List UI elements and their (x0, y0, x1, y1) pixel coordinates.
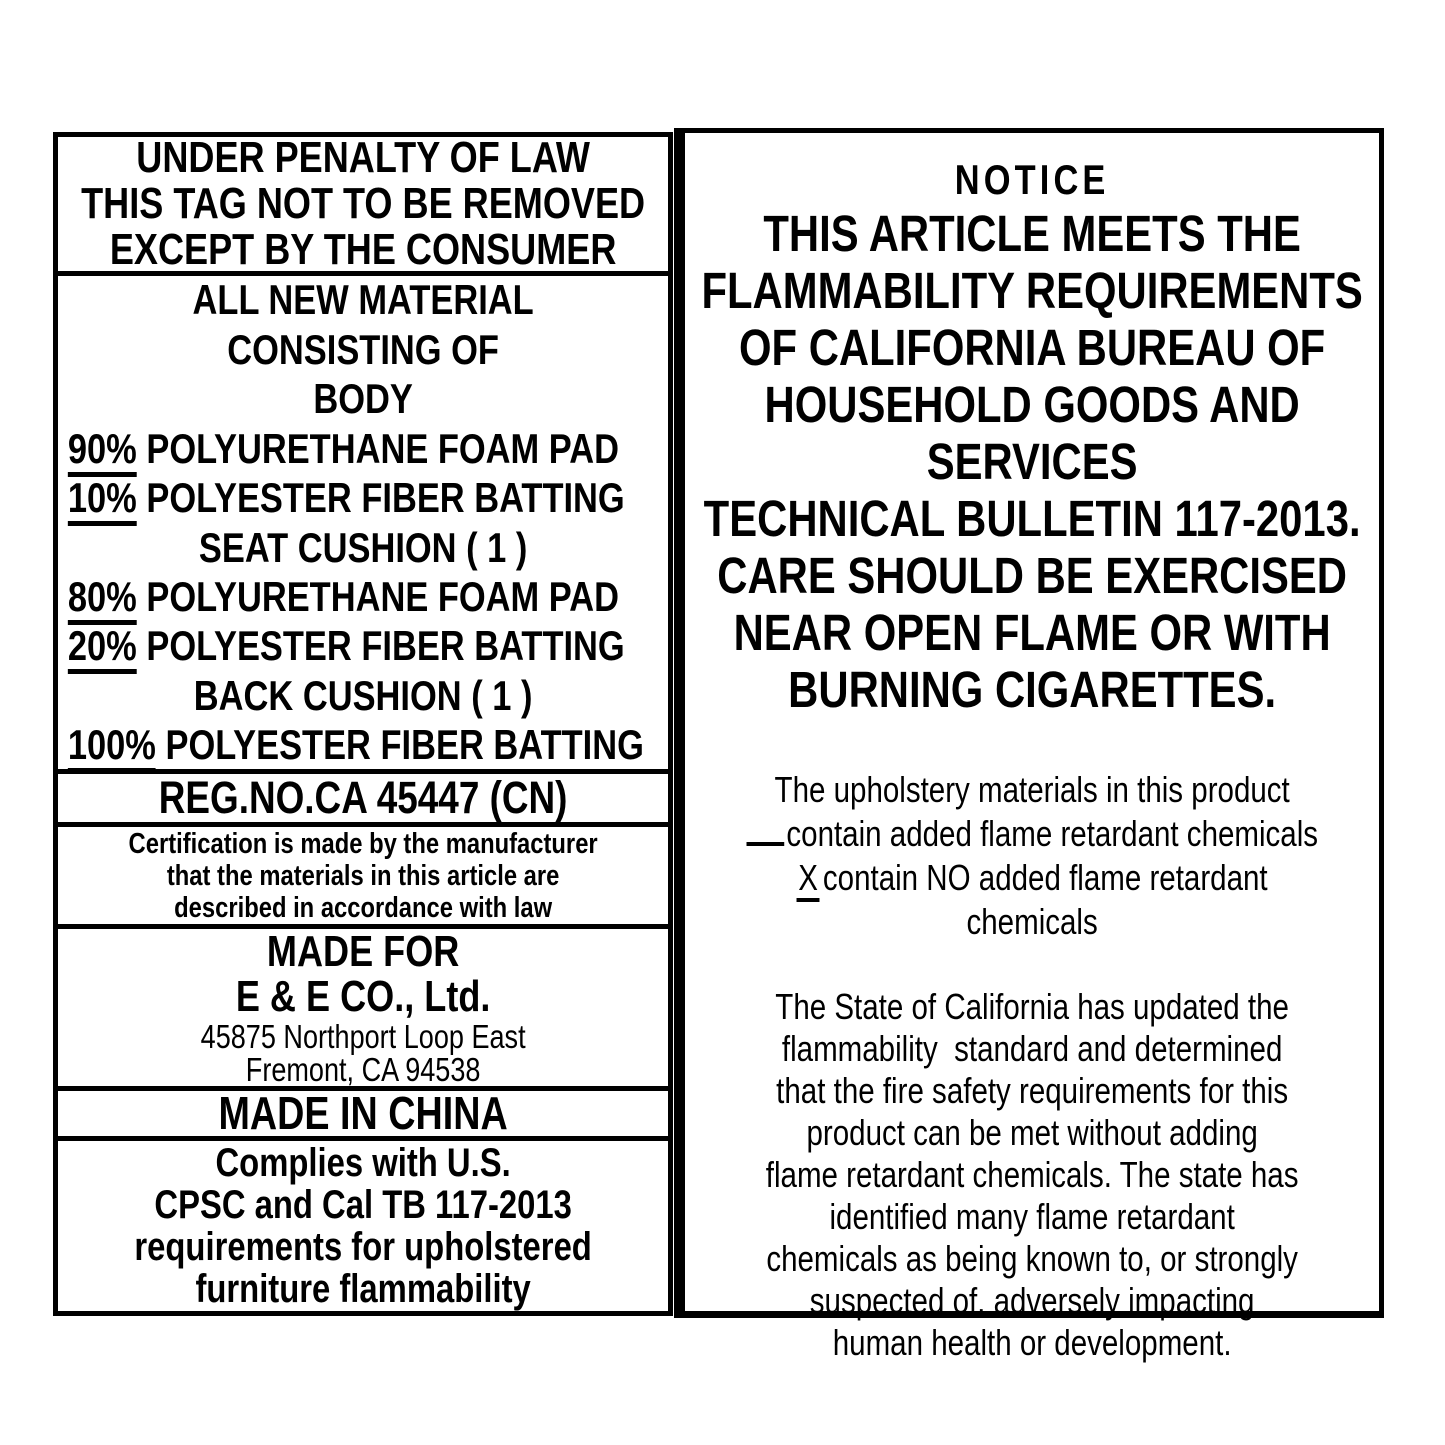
notice-line: THIS ARTICLE MEETS THE (763, 205, 1301, 262)
certification-line: that the materials in this article are (166, 859, 560, 892)
materials-intro-line: CONSISTING OF (227, 325, 499, 373)
material-name: POLYESTER FIBER BATTING (165, 721, 644, 769)
material-row (58, 424, 668, 473)
cushion-label: SEAT CUSHION ( 1 ) (198, 523, 528, 571)
company-address-line: 45875 Northport Loop East (200, 1017, 526, 1055)
x-checkmark: X (797, 857, 820, 902)
statement-line: The State of California has updated the (775, 986, 1289, 1027)
statement-line: identified many flame retardant (829, 1196, 1235, 1237)
statement-option-checked (685, 856, 1379, 900)
law-label-left-panel (53, 132, 673, 1316)
made-for-title: MADE FOR (266, 929, 460, 976)
blank-underline (746, 840, 784, 846)
penalty-section (58, 137, 668, 276)
statement-line: flammability standard and determined (781, 1028, 1283, 1069)
statement-line: suspected of, adversely impacting (809, 1280, 1255, 1321)
material-row (58, 621, 668, 670)
notice-line: FLAMMABILITY REQUIREMENTS (701, 262, 1363, 319)
compliance-line: requirements for upholstered (134, 1225, 592, 1269)
material-name: POLYURETHANE FOAM PAD (146, 572, 619, 620)
notice-line: BURNING CIGARETTES. (788, 661, 1277, 718)
penalty-line: THIS TAG NOT TO BE REMOVED (81, 179, 646, 228)
notice-line: CARE SHOULD BE EXERCISED (717, 547, 1347, 604)
material-percent: 10% (68, 474, 137, 526)
material-name: POLYURETHANE FOAM PAD (146, 424, 619, 472)
notice-line: NEAR OPEN FLAME OR WITH (733, 604, 1331, 661)
material-percent: 80% (68, 573, 137, 625)
materials-intro-line: ALL NEW MATERIAL (192, 276, 534, 324)
company-address-line: Fremont, CA 94538 (245, 1050, 481, 1088)
statement-line: The upholstery materials in this product (774, 769, 1290, 810)
registration-number: REG.NO.CA 45447 (CN) (158, 774, 568, 823)
company-name: E & E CO., Ltd. (235, 971, 491, 1021)
made-in-section (58, 1091, 668, 1141)
material-percent: 90% (68, 425, 137, 477)
certification-section (58, 827, 668, 929)
state-update-statement (685, 986, 1379, 1364)
compliance-line: CPSC and Cal TB 117-2013 (154, 1183, 572, 1227)
compliance-line: furniture flammability (195, 1267, 531, 1311)
penalty-line: EXCEPT BY THE CONSUMER (109, 225, 617, 274)
certification-line: described in accordance with law (174, 891, 553, 924)
notice-title: NOTICE (954, 156, 1110, 203)
penalty-line: UNDER PENALTY OF LAW (136, 137, 590, 182)
material-percent: 100% (68, 721, 156, 773)
statement-line: chemicals as being known to, or strongly (766, 1238, 1298, 1279)
made-for-section (58, 929, 668, 1091)
certification-line: Certification is made by the manufacturer (128, 827, 598, 860)
option-text: contain NO added flame retardant (822, 857, 1268, 898)
option-text: contain added flame retardant chemicals (786, 813, 1319, 854)
material-name: POLYESTER FIBER BATTING (146, 622, 625, 670)
flammability-notice-panel (674, 128, 1384, 1363)
materials-section (58, 276, 668, 774)
material-name: POLYESTER FIBER BATTING (146, 474, 625, 522)
material-row (58, 572, 668, 621)
material-row (58, 720, 668, 769)
notice-line: OF CALIFORNIA BUREAU OF (739, 319, 1326, 376)
materials-intro-line: BODY (313, 375, 413, 423)
notice-text (685, 205, 1379, 718)
statement-line: human health or development. (832, 1322, 1232, 1363)
compliance-line: Complies with U.S. (215, 1141, 511, 1185)
cushion-label: BACK CUSHION ( 1 ) (193, 671, 533, 719)
material-percent: 20% (68, 622, 137, 674)
material-row (58, 473, 668, 522)
statement-line: chemicals (966, 901, 1098, 942)
reg-no-section (58, 774, 668, 827)
statement-line: that the fire safety requirements for this (776, 1070, 1289, 1111)
statement-line: flame retardant chemicals. The state has (765, 1154, 1299, 1195)
country-of-origin: MADE IN CHINA (218, 1091, 508, 1139)
notice-line: TECHNICAL BULLETIN 117-2013. (703, 490, 1361, 547)
notice-line: HOUSEHOLD GOODS AND SERVICES (764, 376, 1300, 490)
statement-line: product can be met without adding (806, 1112, 1258, 1153)
compliance-section (58, 1141, 668, 1311)
flame-retardant-statement (685, 768, 1379, 944)
statement-option-unchecked (685, 812, 1379, 856)
